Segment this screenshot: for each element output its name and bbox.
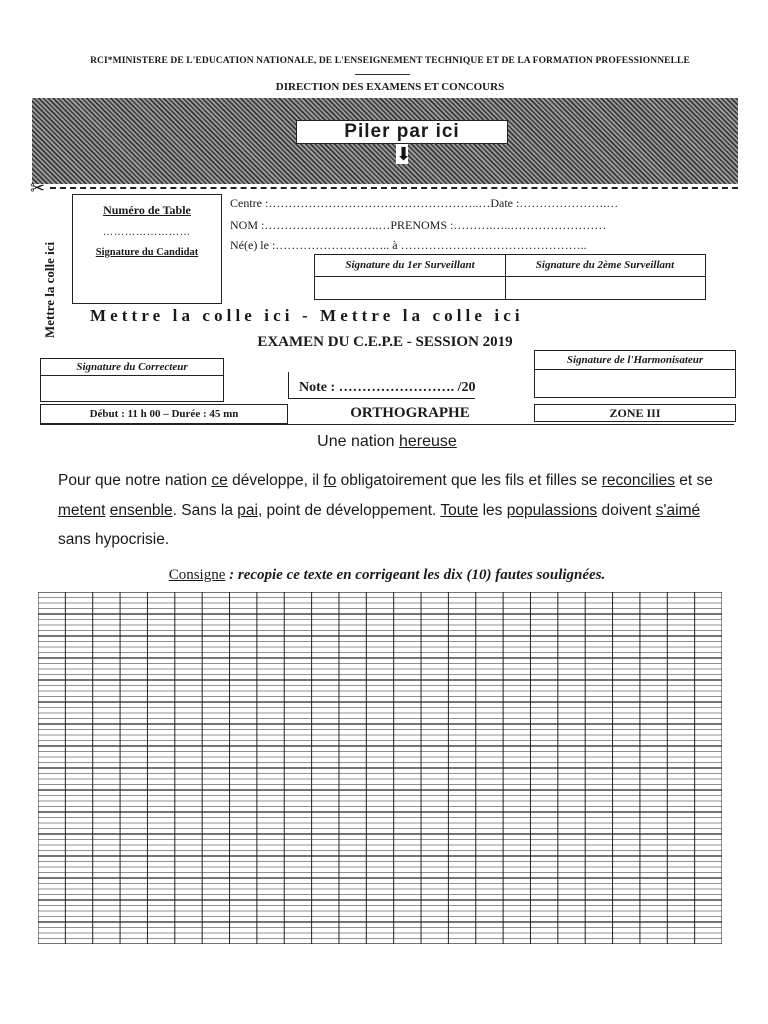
passage-text: obligatoirement que les fils et filles se xyxy=(336,472,602,489)
dictation-title-prefix: Une nation xyxy=(317,433,399,450)
side-glue-label-wrap xyxy=(36,232,66,342)
zone-label: ZONE III xyxy=(534,404,736,422)
cut-line xyxy=(50,187,738,189)
underlined-error-word: ce xyxy=(211,472,228,489)
passage-text: les xyxy=(478,501,507,519)
passage-text: développe, il xyxy=(227,472,324,489)
underlined-error-word: pai xyxy=(237,501,258,519)
scissors-icon: ✂ xyxy=(30,178,46,198)
candidate-signature-label: Signature du Candidat xyxy=(95,247,199,258)
passage-text: doivent xyxy=(597,501,656,519)
start-duration: Début : 11 h 00 – Durée : 45 mn xyxy=(40,404,288,424)
table-number-label: Numéro de Table xyxy=(103,203,191,217)
divider xyxy=(535,369,735,370)
underlined-error-word: metent xyxy=(58,501,106,519)
dictation-title-error: hereuse xyxy=(399,433,457,450)
supervisor-signatures xyxy=(314,254,706,300)
dictation-title xyxy=(40,433,734,451)
glue-banner: Mettre la colle ici - Mettre la colle ici xyxy=(90,306,524,325)
table-number-dots: …………………… xyxy=(103,227,191,238)
writing-grid xyxy=(38,592,722,944)
underlined-error-word: fo xyxy=(323,472,337,489)
name-field: NOM :………………………..…PRENOMS :……….…..…………………… xyxy=(230,218,607,232)
passage-text: et se xyxy=(674,472,713,489)
birth-field: Né(e) le :……………………….. à ……………………………………….. xyxy=(230,238,587,252)
direction-header: DIRECTION DES EXAMENS ET CONCOURS xyxy=(275,81,505,93)
divider xyxy=(315,276,705,277)
note-box xyxy=(288,372,475,399)
passage-text: , point de développement. xyxy=(257,501,441,519)
underlined-error-word: Toute xyxy=(440,501,479,519)
instruction-text: : recopie ce texte en corrigeant les dix (10) fautes soulignées. xyxy=(225,567,606,583)
exam-info-row xyxy=(40,404,734,425)
candidate-box xyxy=(72,194,222,304)
instruction xyxy=(40,567,734,584)
subject-title: ORTHOGRAPHE xyxy=(350,405,470,421)
note-label: Note : ……………………. /20 xyxy=(299,380,476,395)
underlined-error-word: populassions xyxy=(506,501,598,519)
harmonizer-label: Signature de l'Harmonisateur xyxy=(566,354,704,366)
dictation-passage xyxy=(58,466,728,555)
passage-text: Pour que notre nation xyxy=(58,472,212,489)
underlined-error-word: s'aimé xyxy=(655,501,701,519)
underlined-error-word: ensenble xyxy=(109,501,173,519)
instruction-label: Consigne xyxy=(168,567,226,583)
divider xyxy=(41,375,223,376)
peel-label: Piler par ici xyxy=(296,120,508,144)
down-arrow-icon: ⬇ xyxy=(396,144,412,164)
corrector-label: Signature du Correcteur xyxy=(76,361,188,373)
header-rule xyxy=(355,74,410,75)
harmonizer-box xyxy=(534,350,736,398)
centre-field: Centre :……………………………………………..…Date :………………….… xyxy=(230,196,619,210)
ministry-header: RCI*MINISTERE DE L'EDUCATION NATIONALE, DE L'ENSEIGNEMENT TECHNIQUE ET DE LA FORMATION PROFESSIONNELLE xyxy=(90,56,690,66)
exam-title: EXAMEN DU C.E.P.E - SESSION 2019 xyxy=(257,334,513,350)
passage-text: . Sans la xyxy=(172,501,238,519)
corrector-box xyxy=(40,358,224,402)
second-supervisor-label: Signature du 2ème Surveillant xyxy=(535,259,675,271)
side-glue-label: Mettre la colle ici xyxy=(42,241,57,338)
passage-text: sans hypocrisie. xyxy=(58,531,170,548)
underlined-error-word: reconcilies xyxy=(601,472,675,489)
first-supervisor-label: Signature du 1er Surveillant xyxy=(345,259,475,271)
